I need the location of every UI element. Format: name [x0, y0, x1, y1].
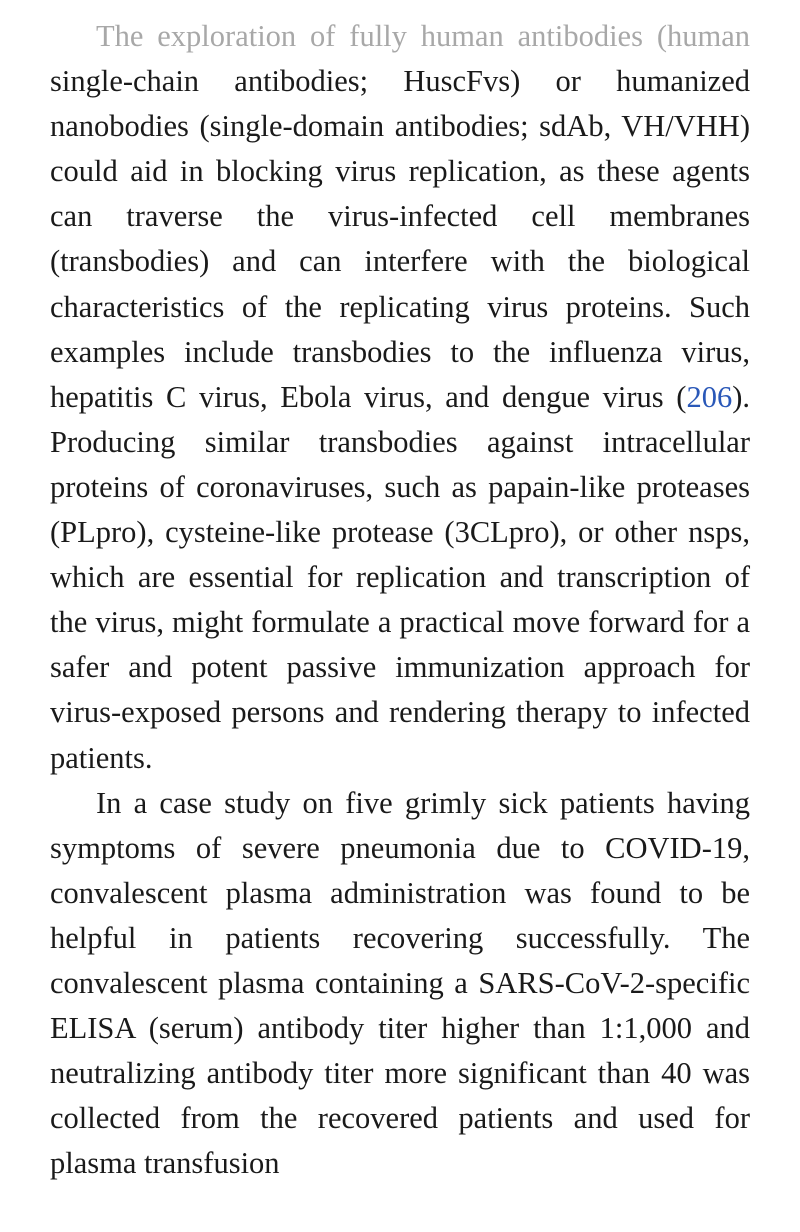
paragraph-convalescent-plasma: In a case study on five grimly sick patients having symptoms of severe pneumonia due to COVID-19, convalescent plasma administration was found to be helpful in patients recovering successfully. The convalescent plasma containing a SARS-CoV-2-specific ELISA (serum) antibody titer higher than 1:1,000 and neutralizing antibody titer more significant than 40 was collected from the recovered patients and used for plasma transfusion: [50, 785, 750, 1181]
citation-link-206[interactable]: 206: [686, 379, 733, 414]
cut-off-previous-line: [50, 0, 124, 6]
paragraph-text-after-citation: ). Producing similar transbodies against intracellular proteins of coronaviruses, such as papain-like proteases (PLpro), cysteine-like protease (3CLpro), or other nsps, which are essential for replication and transcription of the virus, might formulate a practical move forward for a safer and potent passive immunization approach for virus-exposed persons and rendering therapy to infected patients.: [50, 379, 750, 775]
article-body: [50, 14, 750, 1186]
paragraph-text-before-citation: The exploration of fully human antibodies (human single-chain antibodies; HuscFvs) or humanized nanobodies (single-domain antibodies; sdAb, VH/VHH) could aid in blocking virus replication, as these agents can traverse the virus-infected cell membranes (transbodies) and can interfere with the biological characteristics of the replicating virus proteins. Such examples include transbodies to the influenza virus, hepatitis C virus, Ebola virus, and dengue virus (: [50, 19, 750, 414]
paragraph-transbodies: [50, 14, 750, 781]
